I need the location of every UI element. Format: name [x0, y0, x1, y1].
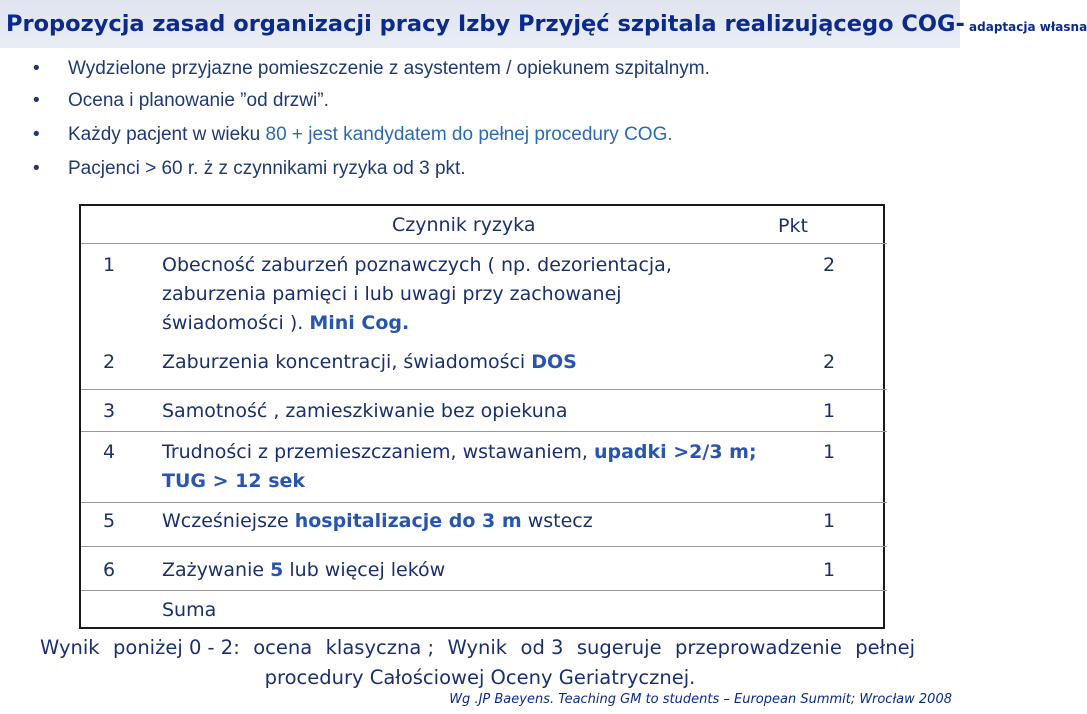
row-text-part: Wcześniejsze: [162, 510, 295, 532]
row-bold-text: 5: [270, 559, 284, 581]
row-divider: [81, 389, 887, 390]
row-text: [162, 507, 593, 537]
risk-factor-table: [79, 204, 885, 629]
row-divider: [81, 590, 887, 591]
row-points: 1: [822, 441, 836, 463]
row-text-part: Trudności z przemieszczaniem, wstawaniem,: [162, 441, 594, 463]
citation: Wg .JP Baeyens. Teaching GM to students – European Summit; Wrocław 2008: [449, 692, 952, 707]
footer-word: klasyczna ;: [325, 636, 435, 659]
bullet-item: • Ocena i planowanie ”od drzwi”.: [68, 90, 329, 112]
row-bold-text: Mini Cog.: [309, 312, 410, 334]
row-bold-text: TUG > 12 sek: [162, 470, 306, 492]
bullet-text: .: [667, 124, 673, 145]
footer-word: od 3: [520, 636, 564, 659]
footer-word: ocena: [253, 636, 313, 659]
footer-word: sugeruje: [576, 636, 662, 659]
bullet-item: [68, 124, 673, 146]
row-points: 1: [822, 400, 836, 422]
bullet-highlight: 80 + jest kandydatem do pełnej procedury COG: [265, 124, 668, 145]
header-pkt: Pkt: [778, 215, 808, 237]
row-divider: [81, 502, 887, 503]
footer-word: przeprowadzenie: [675, 636, 842, 659]
footer-word: poniżej 0 - 2:: [113, 636, 240, 659]
row-points: 1: [822, 510, 836, 532]
row-text-part: wstecz: [521, 510, 593, 532]
footer-word: pełnej: [855, 636, 915, 659]
row-number: 2: [103, 351, 116, 373]
row-text: [162, 309, 409, 339]
row-text: [162, 348, 577, 378]
row-text: Samotność , zamieszkiwanie bez opiekuna: [162, 400, 568, 422]
row-points: 2: [822, 254, 836, 276]
row-divider: [81, 431, 887, 432]
row-bold-text: upadki >2/3 m;: [593, 441, 757, 463]
row-number: 6: [103, 559, 116, 581]
row-text-part: Zaburzenia koncentracji, świadomości: [162, 351, 532, 373]
header-factor: Czynnik ryzyka: [392, 214, 536, 236]
row-text-part: Zażywanie: [162, 559, 271, 581]
row-number: 3: [103, 400, 116, 422]
bullet-text: Każdy pacjent w wieku: [68, 124, 266, 145]
title-suffix: adaptacja własna: [964, 20, 1087, 34]
row-bold-text: hospitalizacje do 3 m: [294, 510, 522, 532]
bullet-item: • Wydzielone przyjazne pomieszczenie z asystentem / opiekunem szpitalnym.: [68, 58, 710, 80]
sum-label: Suma: [162, 599, 217, 621]
row-divider: [81, 243, 887, 244]
row-number: 4: [103, 441, 116, 463]
row-text-part: świadomości ).: [162, 312, 310, 334]
slide-title: [6, 11, 1087, 37]
row-text: [162, 438, 757, 468]
footer-word: Wynik: [447, 636, 508, 659]
row-number: 1: [103, 254, 116, 276]
row-text: Obecność zaburzeń poznawczych ( np. dezorientacja,: [162, 254, 672, 276]
title-main: Propozycja zasad organizacji pracy Izby Przyjęć szpitala realizującego COG-: [6, 11, 965, 37]
row-bold-text: DOS: [531, 351, 577, 373]
title-bar: [0, 0, 1087, 48]
row-number: 5: [103, 510, 116, 532]
row-divider: [81, 546, 887, 547]
row-text: zaburzenia pamięci i lub uwagi przy zachowanej: [162, 283, 622, 305]
row-points: 2: [822, 351, 836, 373]
footer-line-2: procedury Całościowej Oceny Geriatrycznej.: [264, 666, 696, 689]
footer-line-1: [40, 633, 915, 663]
row-text: [162, 556, 445, 586]
footer-word: Wynik: [40, 636, 100, 659]
bullet-item: • Pacjenci > 60 r. ż z czynnikami ryzyka od 3 pkt.: [68, 158, 466, 180]
row-text-part: lub więcej leków: [283, 559, 446, 581]
row-points: 1: [822, 559, 836, 581]
